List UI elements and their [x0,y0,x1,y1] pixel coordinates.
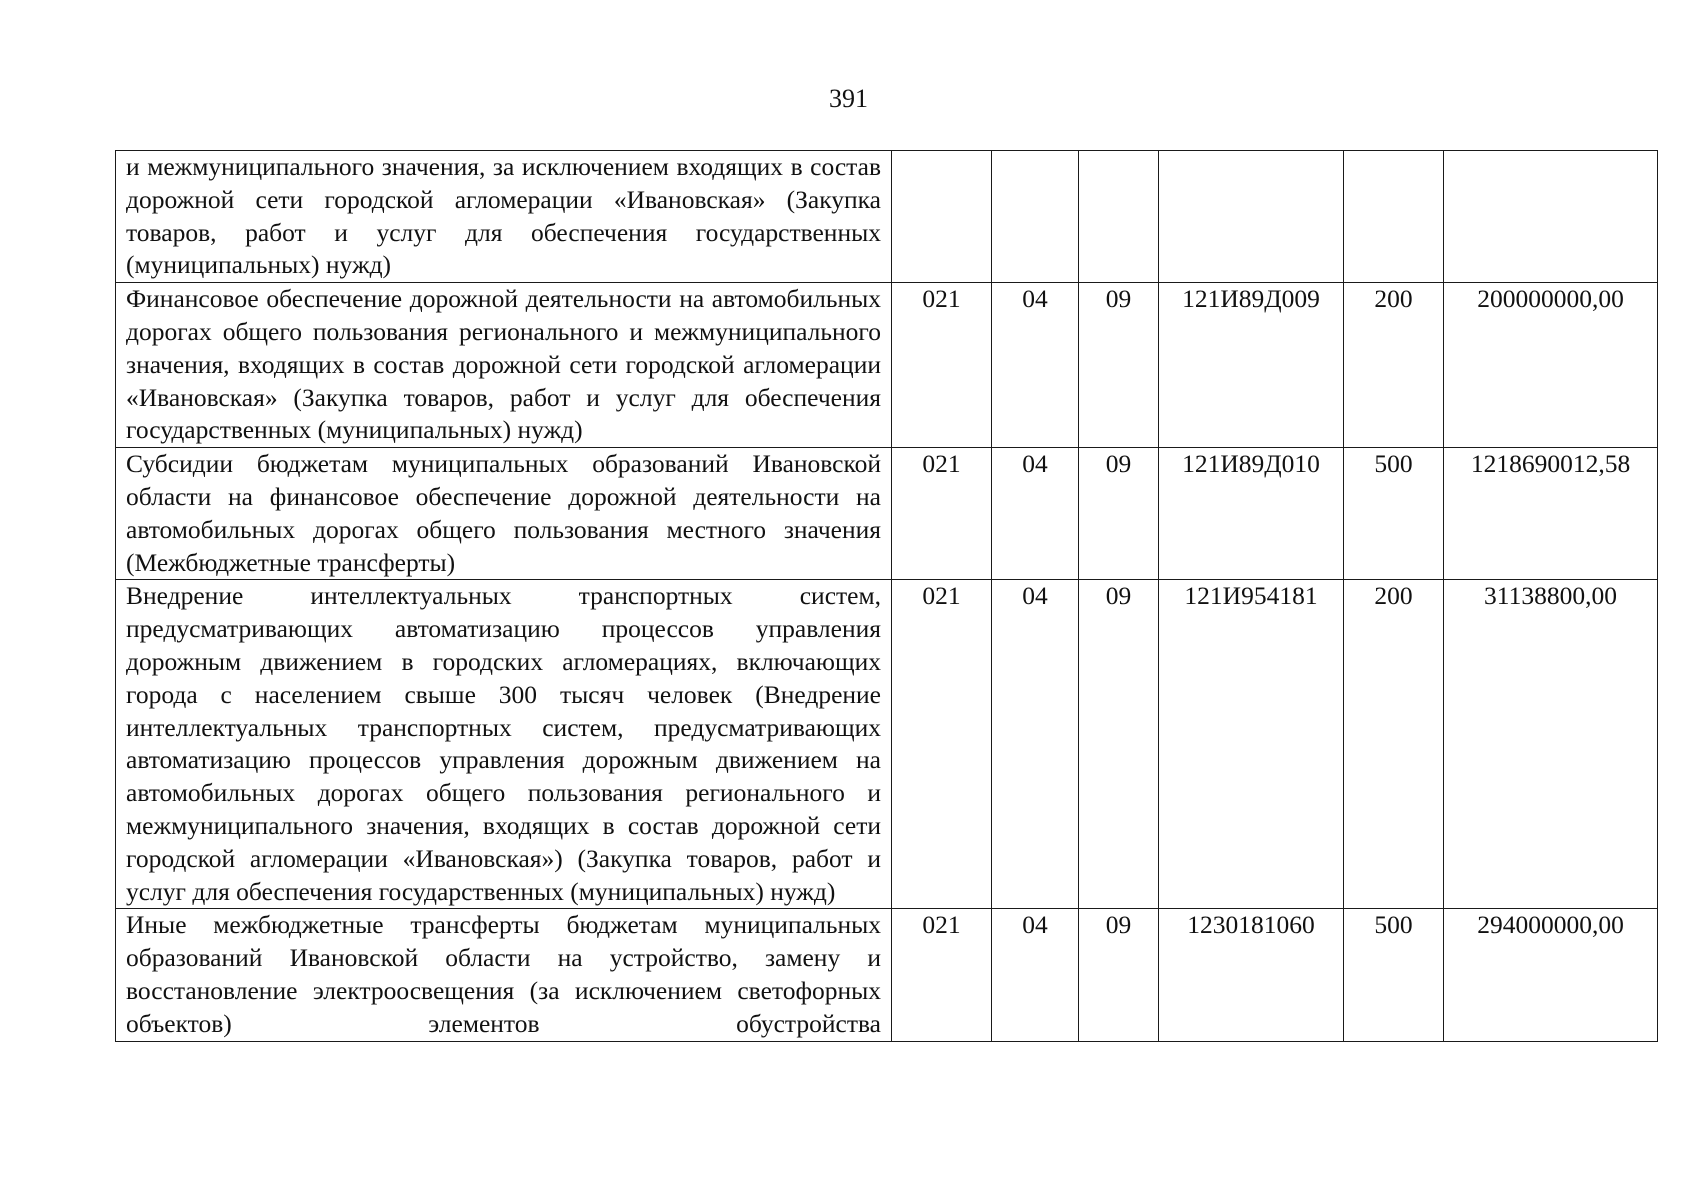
row-section-code: 04 [992,909,1079,1041]
row-amount [1444,151,1658,283]
row-target-article-code [1159,151,1344,283]
row-expense-type-code: 200 [1344,580,1444,909]
row-grbs-code: 021 [892,909,992,1041]
page-number: 391 [829,84,868,113]
row-target-article-code: 121И89Д010 [1159,448,1344,580]
row-description: Внедрение интеллектуальных транспортных систем, предусматривающих автоматизацию процессов управления дорожным движением в городских агломерациях, включающих города с населением свыше 300 тысяч человек (Внедрение интеллектуальных транспортных систем, предусматривающих автоматизацию процессов управления дорожным движением на автомобильных дорогах общего пользования регионального и межмуниципального значения, входящих в состав дорожной сети городской агломерации «Ивановская») (Закупка товаров, работ и услуг для обеспечения государственных (муниципальных) нужд) [116,580,892,909]
budget-table [115,150,1658,1042]
row-subsection-code: 09 [1079,448,1159,580]
row-grbs-code: 021 [892,283,992,448]
row-section-code: 04 [992,448,1079,580]
row-target-article-code: 1230181060 [1159,909,1344,1041]
table-row [116,283,1658,448]
row-target-article-code: 121И954181 [1159,580,1344,909]
row-amount: 294000000,00 [1444,909,1658,1041]
row-expense-type-code: 500 [1344,448,1444,580]
row-amount: 31138800,00 [1444,580,1658,909]
table-row [116,151,1658,283]
row-description: Иные межбюджетные трансферты бюджетам муниципальных образований Ивановской области на устройство, замену и восстановление электроосвещения (за исключением светофорных объектов) элементов обустройства [116,909,892,1041]
row-section-code [992,151,1079,283]
row-description: Субсидии бюджетам муниципальных образований Ивановской области на финансовое обеспечение дорожной деятельности на автомобильных дорогах общего пользования местного значения (Межбюджетные трансферты) [116,448,892,580]
row-amount: 1218690012,58 [1444,448,1658,580]
row-subsection-code: 09 [1079,283,1159,448]
row-subsection-code [1079,151,1159,283]
row-expense-type-code: 500 [1344,909,1444,1041]
row-subsection-code: 09 [1079,909,1159,1041]
row-grbs-code [892,151,992,283]
row-expense-type-code [1344,151,1444,283]
table-row [116,448,1658,580]
row-description: и межмуниципального значения, за исключением входящих в состав дорожной сети городской агломерации «Ивановская» (Закупка товаров, работ и услуг для обеспечения государственных (муниципальных) нужд) [116,151,892,283]
row-grbs-code: 021 [892,448,992,580]
row-grbs-code: 021 [892,580,992,909]
row-section-code: 04 [992,580,1079,909]
row-subsection-code: 09 [1079,580,1159,909]
row-description: Финансовое обеспечение дорожной деятельности на автомобильных дорогах общего пользования регионального и межмуниципального значения, входящих в состав дорожной сети городской агломерации «Ивановская» (Закупка товаров, работ и услуг для обеспечения государственных (муниципальных) нужд) [116,283,892,448]
table-row [116,580,1658,909]
row-target-article-code: 121И89Д009 [1159,283,1344,448]
table-row [116,909,1658,1041]
row-section-code: 04 [992,283,1079,448]
row-expense-type-code: 200 [1344,283,1444,448]
row-amount: 200000000,00 [1444,283,1658,448]
